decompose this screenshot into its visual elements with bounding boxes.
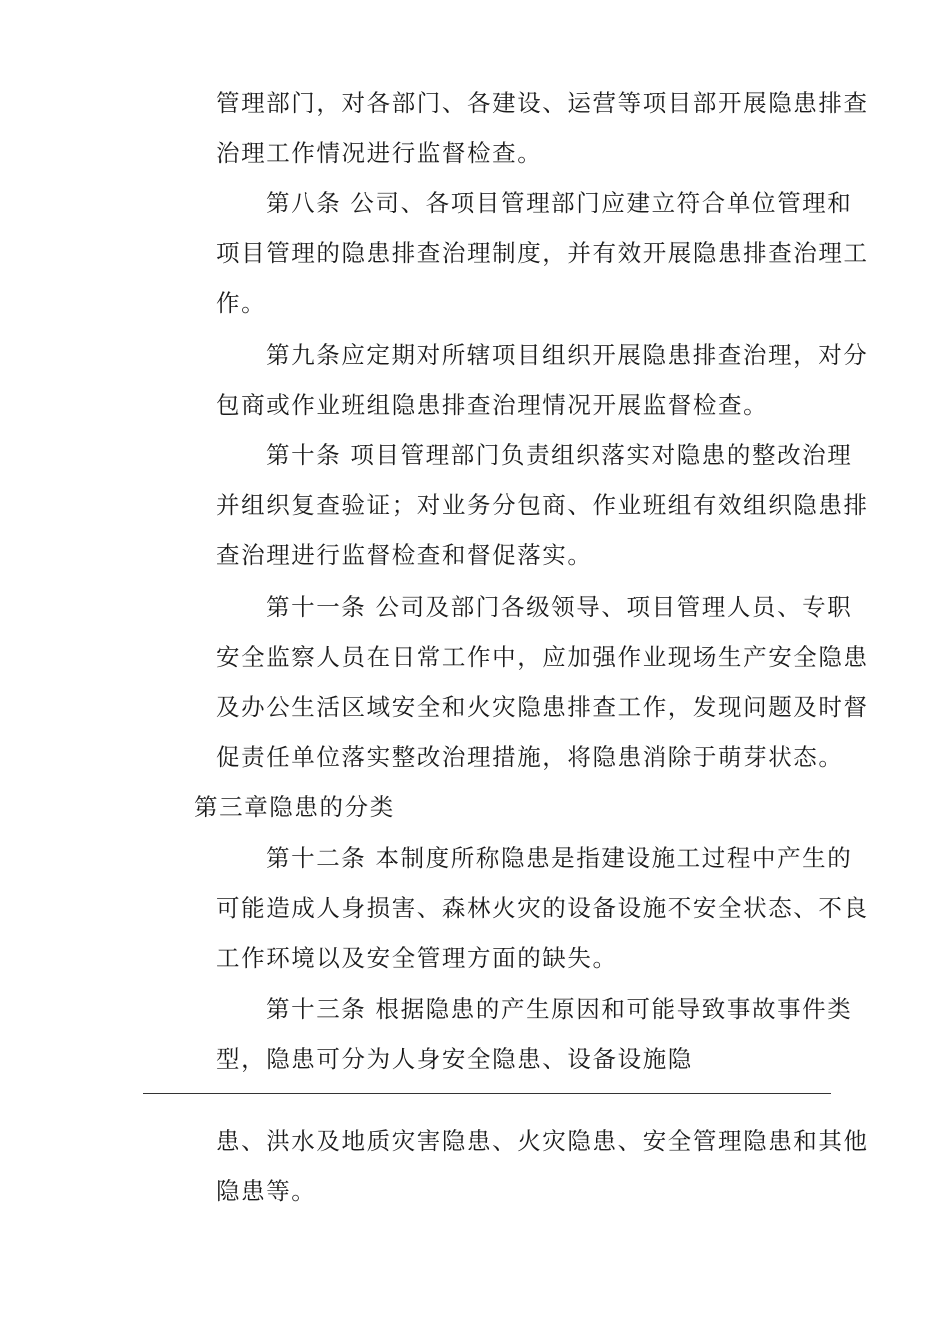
text-line: 隐患等。 [216,1177,317,1205]
text-line: 治理工作情况进行监督检查。 [216,139,543,167]
article-11-start: 第十一条 公司及部门各级领导、项目管理人员、专职 [266,593,853,621]
article-10-start: 第十条 项目管理部门负责组织落实对隐患的整改治理 [266,441,853,469]
article-12-start: 第十二条 本制度所称隐患是指建设施工过程中产生的 [266,844,853,872]
text-line: 患、洪水及地质灾害隐患、火灾隐患、安全管理隐患和其他 [216,1127,869,1155]
text-line: 促责任单位落实整改治理措施，将隐患消除于萌芽状态。 [216,743,844,771]
text-line: 及办公生活区域安全和火灾隐患排查工作，发现问题及时督 [216,693,869,721]
chapter-heading: 第三章隐患的分类 [194,793,395,821]
text-line: 工作环境以及安全管理方面的缺失。 [216,944,618,972]
text-line: 并组织复查验证；对业务分包商、作业班组有效组织隐患排 [216,491,869,519]
text-line: 查治理进行监督检查和督促落实。 [216,541,593,569]
text-line: 可能造成人身损害、森林火灾的设备设施不安全状态、不良 [216,894,869,922]
page-divider [143,1093,831,1094]
article-8-start: 第八条 公司、各项目管理部门应建立符合单位管理和 [266,189,853,217]
text-line: 项目管理的隐患排查治理制度，并有效开展隐患排查治理工 [216,239,869,267]
text-line: 型，隐患可分为人身安全隐患、设备设施隐 [216,1045,693,1073]
article-9-start: 第九条应定期对所辖项目组织开展隐患排查治理，对分 [266,341,869,369]
text-line: 管理部门，对各部门、各建设、运营等项目部开展隐患排查 [216,89,869,117]
article-13-start: 第十三条 根据隐患的产生原因和可能导致事故事件类 [266,995,853,1023]
text-line: 安全监察人员在日常工作中，应加强作业现场生产安全隐患 [216,643,869,671]
text-line: 作。 [216,289,267,317]
text-line: 包商或作业班组隐患排查治理情况开展监督检查。 [216,391,769,419]
